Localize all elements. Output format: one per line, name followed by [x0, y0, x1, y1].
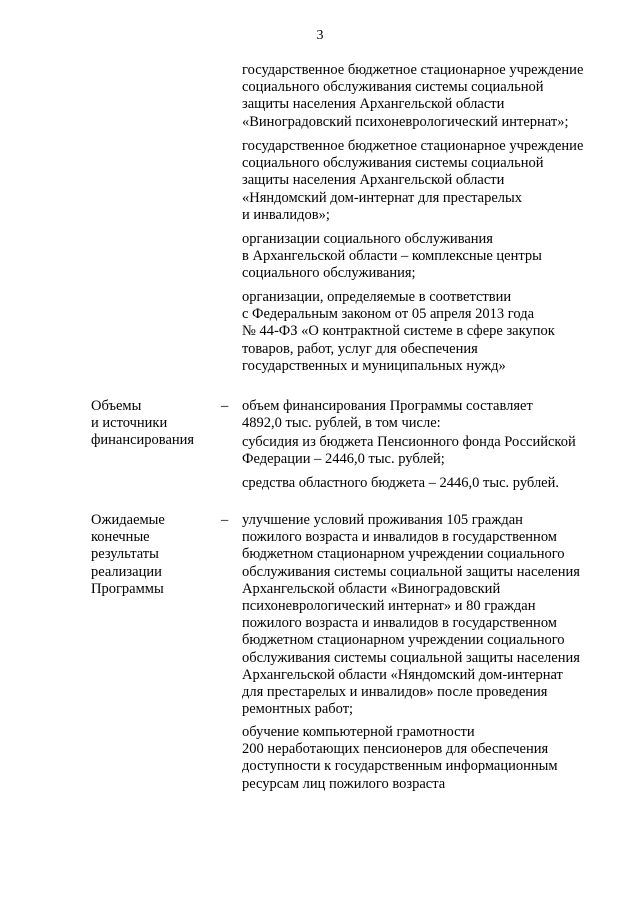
paragraph-vinogradovsky-institution — [242, 62, 614, 131]
financing-total — [242, 398, 614, 432]
paragraph-social-service-organizations — [242, 231, 614, 283]
paragraph-text: обучение компьютерной грамотности 200 неработающих пенсионеров для обеспечения доступности к государственным информационным ресурсам лиц пожилого возраста — [242, 724, 558, 792]
financing-regional-budget — [242, 475, 614, 492]
results-living-conditions — [242, 512, 614, 718]
page-number: 3 — [316, 28, 324, 43]
paragraph-text: государственное бюджетное стационарное учреждение социального обслуживания системы социальной защиты населения Архангельской области «Виноградовский психоневрологический интернат»; — [242, 62, 584, 130]
paragraph-text: средства областного бюджета – 2446,0 тыс. рублей. — [242, 475, 559, 491]
paragraph-text: объем финансирования Программы составляет 4892,0 тыс. рублей, в том числе: — [242, 398, 533, 432]
paragraph-text: улучшение условий проживания 105 граждан пожилого возраста и инвалидов в государственном бюджетном стационарном учреждении социального обслуживания системы социальной защиты населения Архангельской области «Виноградовский психоневрологический интернат» и 80 граждан пожилого возраста и инвалидов в государственном бюджетном стационарном учреждении социального обслуживания системы социальной защиты населения Архангельской области «Няндомский дом-интернат для престарелых и инвалидов» после проведения ремонтных работ; — [242, 512, 580, 718]
paragraph-text: организации, определяемые в соответствии с Федеральным законом от 05 апреля 2013 года № 44-ФЗ «О контрактной системе в сфере закупок товаров, работ, услуг для обеспечения государственных и муниципальных нужд» — [242, 289, 555, 374]
paragraph-text: организации социального обслуживания в Архангельской области – комплексные центры социального обслуживания; — [242, 231, 542, 282]
paragraph-nyandoma-institution — [242, 138, 614, 224]
results-label: Ожидаемые конечные результаты реализации Программы — [91, 512, 165, 597]
paragraph-text: государственное бюджетное стационарное учреждение социального обслуживания системы социальной защиты населения Архангельской области «Няндомский дом-интернат для престарелых и инвалидов»; — [242, 138, 584, 223]
financing-pension-fund — [242, 434, 614, 468]
paragraph-procurement-organizations — [242, 289, 614, 375]
paragraph-text: субсидия из бюджета Пенсионного фонда Российской Федерации – 2446,0 тыс. рублей; — [242, 434, 576, 468]
financing-label: Объемы и источники финансирования — [91, 398, 195, 449]
financing-dash: – — [221, 398, 229, 414]
results-computer-literacy — [242, 724, 614, 793]
results-dash: – — [221, 512, 229, 528]
